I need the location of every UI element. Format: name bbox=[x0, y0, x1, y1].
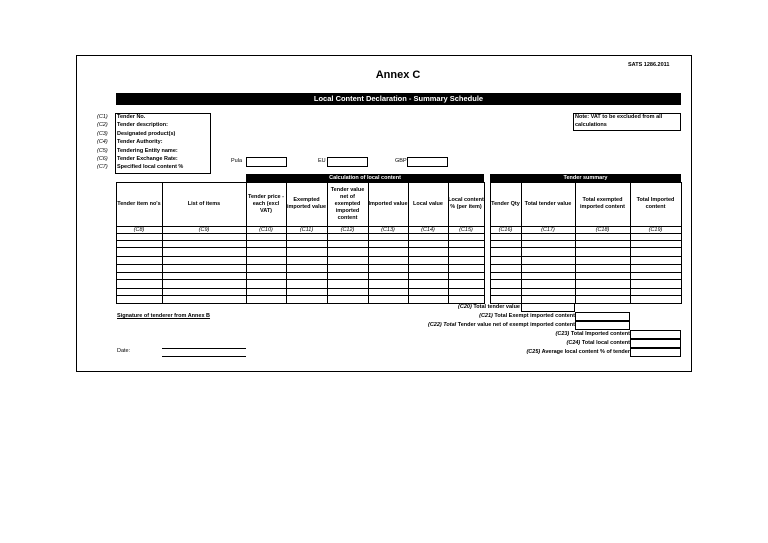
table-row-line bbox=[116, 264, 485, 265]
table-row-line bbox=[490, 233, 682, 234]
table-row-line bbox=[116, 233, 485, 234]
col-header-net-value: Tender value net of exempted imported content bbox=[330, 186, 365, 221]
table-row-line bbox=[116, 288, 485, 289]
info-label: Tender Authority: bbox=[117, 139, 163, 146]
c22-net-field[interactable] bbox=[575, 321, 630, 330]
info-code: (C4) bbox=[97, 139, 108, 146]
col-code: (C13) bbox=[381, 226, 395, 233]
col-header-exempted-imported: Exempted imported value bbox=[286, 197, 327, 210]
banner-title: Local Content Declaration - Summary Schedule bbox=[116, 93, 681, 105]
table-row-line bbox=[116, 272, 485, 273]
table-row-line bbox=[490, 247, 682, 248]
table-row-line bbox=[116, 295, 485, 296]
info-code: (C2) bbox=[97, 122, 108, 129]
currency-label-eu: EU bbox=[318, 158, 326, 164]
info-label: Specified local content % bbox=[117, 164, 184, 171]
table-row-line bbox=[490, 279, 682, 280]
col-header-local-value: Local value bbox=[413, 200, 443, 207]
table-row-line bbox=[116, 240, 485, 241]
c20-total-tender-value-field[interactable] bbox=[521, 303, 575, 312]
table-row-line bbox=[490, 295, 682, 296]
table-row-line bbox=[490, 240, 682, 241]
table-row-line bbox=[116, 256, 485, 257]
info-code: (C3) bbox=[97, 130, 108, 137]
signature-label: Signature of tenderer from Annex B bbox=[117, 313, 211, 319]
summary-group-header: Tender summary bbox=[490, 174, 681, 182]
c22-label: (C22) Total Tender value net of exempt imported content bbox=[428, 322, 575, 328]
info-code: (C7) bbox=[97, 164, 108, 171]
table-row-line bbox=[490, 264, 682, 265]
col-header-total-tender-value: Total tender value bbox=[524, 200, 572, 207]
col-code: (C8) bbox=[133, 226, 145, 233]
date-line-top bbox=[162, 348, 246, 349]
date-line-field[interactable] bbox=[162, 356, 246, 357]
col-code: (C18) bbox=[595, 226, 610, 233]
c25-label: (C25) Average local content % of tender bbox=[526, 349, 630, 355]
table-row-line bbox=[116, 247, 485, 248]
calc-group-header: Calculation of local content bbox=[246, 174, 484, 182]
col-header-items: List of items bbox=[187, 200, 221, 207]
table-row-line bbox=[490, 288, 682, 289]
info-label: Designated product(s) bbox=[117, 130, 176, 137]
col-header-total-exempted: Total exempted imported content bbox=[580, 197, 625, 210]
c21-exempt-field[interactable] bbox=[575, 312, 630, 321]
vat-note: Note: VAT to be excluded from all calculations bbox=[575, 114, 663, 128]
col-code: (C9) bbox=[198, 226, 210, 233]
info-label: Tender No. bbox=[117, 114, 146, 120]
standard-ref: SATS 1286.2011 bbox=[628, 62, 670, 68]
c24-label: (C24) Total local content bbox=[566, 340, 630, 346]
col-code: (C10) bbox=[259, 226, 273, 233]
col-header-local-content-pct: Local content % (per item) bbox=[448, 197, 484, 210]
col-header-item-no: Tender item no's bbox=[117, 200, 161, 207]
col-header-total-imported: Total Imported content bbox=[636, 197, 675, 210]
c24-local-field[interactable] bbox=[630, 339, 681, 348]
c25-average-field[interactable] bbox=[630, 348, 681, 357]
col-header-imported-value: Imported value bbox=[368, 200, 408, 207]
c23-imported-field[interactable] bbox=[630, 330, 681, 339]
annex-title: Annex C bbox=[375, 69, 421, 81]
info-code: (C5) bbox=[97, 147, 108, 154]
currency-label-pula: Pula bbox=[231, 158, 243, 164]
info-code: (C1) bbox=[97, 114, 108, 120]
table-row-line bbox=[116, 279, 485, 280]
col-header-tender-qty: Tender Qty bbox=[491, 200, 520, 207]
col-code: (C11) bbox=[299, 226, 314, 233]
table-col-line bbox=[484, 182, 485, 304]
info-label: Tendering Entity name: bbox=[117, 147, 178, 154]
info-code: (C6) bbox=[97, 155, 108, 162]
table-col-line bbox=[681, 182, 682, 304]
col-code: (C19) bbox=[648, 226, 663, 233]
col-code: (C12) bbox=[340, 226, 355, 233]
currency-label-gbp: GBP bbox=[395, 158, 407, 164]
info-label: Tender Exchange Rate: bbox=[117, 155, 178, 162]
c21-label: (C21) Total Exempt imported content bbox=[479, 313, 575, 319]
c20-label: (C20) Total tender value bbox=[458, 304, 520, 310]
col-code: (C14) bbox=[421, 226, 435, 233]
date-label: Date: bbox=[117, 348, 131, 354]
col-header-tender-price: Tender price - each (excl VAT) bbox=[248, 193, 284, 214]
col-code: (C16) bbox=[498, 226, 513, 233]
col-code: (C15) bbox=[459, 226, 473, 233]
table-row-line bbox=[490, 272, 682, 273]
c23-label: (C23) Total Imported content bbox=[555, 331, 630, 337]
info-label: Tender description: bbox=[117, 122, 168, 129]
col-code: (C17) bbox=[541, 226, 555, 233]
table-row-line bbox=[490, 256, 682, 257]
